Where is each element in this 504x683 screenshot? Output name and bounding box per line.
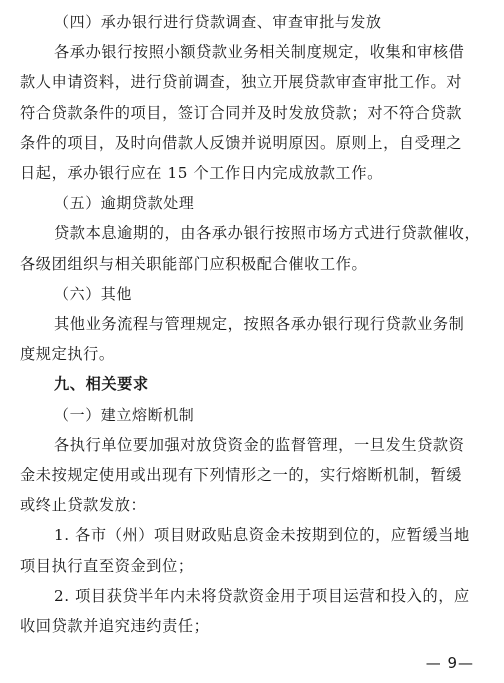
list-item-1-cont: 项目执行直至资金到位； (20, 556, 194, 575)
paragraph-line: 度规定执行。 (20, 345, 115, 364)
paragraph-line: 各执行单位要加强对放贷资金的监督管理，一旦发生贷款资 (54, 435, 465, 454)
paragraph-line: 条件的项目，及时向借款人反馈并说明原因。原则上，自受理之 (20, 133, 463, 152)
paragraph-line: 各级团组织与相关职能部门应积极配合催收工作。 (20, 254, 368, 273)
paragraph-line: 各承办银行按照小额贷款业务相关制度规定，收集和审核借 (54, 43, 465, 62)
paragraph-line: 金未按规定使用或出现有下列情形之一的，实行熔断机制，暂缓 (20, 466, 463, 484)
list-item-2-line: 2. 项目获贷半年内未将贷款资金用于项目运营和投入的，应 (54, 586, 470, 605)
list-item-2-cont: 收回贷款并追究违约责任； (20, 617, 210, 635)
section-heading-5: （五）逾期贷款处理 (54, 194, 195, 213)
paragraph-line: 符合贷款条件的项目，签订合同并及时发放贷款；对不符合贷款 (20, 103, 463, 122)
subsection-heading-1: （一）建立熔断机制 (54, 405, 195, 424)
paragraph-line: 日起，承办银行应在 15 个工作日内完成放款工作。 (20, 164, 383, 182)
section-heading-6: （六）其他 (54, 284, 133, 303)
paragraph-line: 或终止贷款发放： (20, 496, 147, 515)
paragraph-line: 其他业务流程与管理规定，按照各承办银行现行贷款业务制 (54, 315, 465, 333)
chapter-heading-9: 九、相关要求 (54, 375, 149, 394)
section-heading-4: （四）承办银行进行贷款调查、审查审批与发放 (54, 13, 382, 31)
list-item-1: 1. 各市（州）项目财政贴息资金未按期到位的，应暂缓当地 (54, 526, 470, 545)
paragraph-line: 贷款本息逾期的，由各承办银行按照市场方式进行贷款催收， (54, 224, 481, 243)
paragraph-line: 款人申请资料，进行贷前调查，独立开展贷款审查审批工作。对 (20, 73, 463, 92)
page-number: — 9— (425, 654, 474, 672)
